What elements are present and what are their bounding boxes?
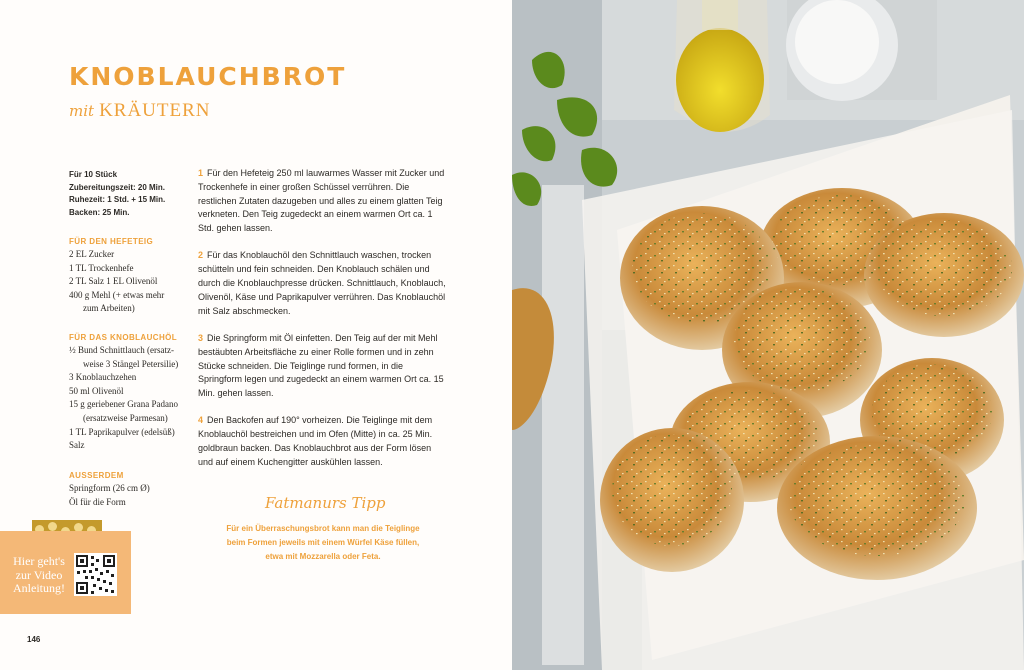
- ingredient-item: ½ Bund Schnittlauch (ersatz-: [69, 345, 174, 355]
- step-text: Für das Knoblauchöl den Schnittlauch waschen, trocken schütteln und fein schneiden. Den Knoblauch schälen und durch die Knoblauchpresse drücken. Schnittlauch, Knoblauch, Olivenöl, Käse und Paprikapulver verrühren. Das Knoblauchöl mit Salz abschmecken.: [198, 250, 446, 316]
- ingredient-item: 400 g Mehl (+ etwas mehr: [69, 289, 165, 300]
- step-text: Die Springform mit Öl einfetten. Den Teig auf der mit Mehl bestäubten Arbeitsfläche zu einer Rolle formen und in zehn Stücke schneiden. Die Teiglinge rund formen, in die Springform legen und zugedeckt an einem warmen Ort ca. 15 Min. gehen lassen.: [198, 332, 444, 399]
- ingredient-item: (ersatzweise Parmesan): [83, 412, 168, 423]
- step-number: 4: [198, 415, 204, 426]
- video-link-text: [10, 555, 68, 596]
- section-heading-knoblauchoel: FÜR DAS KNOBLAUCHÖL: [69, 333, 178, 342]
- step-text: Den Backofen auf 190° vorheizen. Die Teiglinge mit dem Knoblauchöl bestreichen und im Ofen (Mitte) in ca. 25 Min. goldbraun backen. Das Knoblauchbrot aus der Form lösen und auf einem Kuchengitter auskühlen lassen.: [198, 415, 433, 467]
- ingredient-item: 15 g geriebener Grana Padano: [69, 399, 178, 410]
- step-2: [198, 249, 448, 318]
- step-number: 2: [198, 250, 204, 261]
- step-3: [198, 332, 448, 401]
- subtitle-prefix: mit: [69, 102, 95, 120]
- ingredient-item: 1 TL Trockenhefe: [69, 262, 134, 273]
- section-heading-ausserdem: AUSSERDEM: [69, 471, 124, 480]
- ingredient-item: 2 EL Zucker: [69, 249, 115, 259]
- recipe-title: KNOBLAUCHBROT: [69, 62, 347, 91]
- tip-text: Für ein Überraschungsbrot kann man die Teiglinge beim Formen jeweils mit einem Würfel Käse füllen, etwa mit Mozzarella oder Feta.: [226, 524, 420, 561]
- ingredient-item: Springform (26 cm Ø): [69, 483, 150, 493]
- ingredient-item: 3 Knoblauchzehen: [69, 372, 137, 383]
- ingredient-list-hefeteig: [69, 248, 187, 316]
- step-number: 3: [198, 332, 204, 343]
- garlic-bread-photo: [512, 0, 1024, 670]
- video-text-line: Anleitung!: [13, 581, 65, 595]
- step-1: [198, 167, 448, 236]
- ingredient-item: 2 TL Salz 1 EL Olivenöl: [69, 276, 158, 287]
- recipe-meta: [69, 169, 165, 219]
- video-text-line: Hier geht's: [13, 554, 65, 568]
- meta-rest-time: Ruhezeit: 1 Std. + 15 Min.: [69, 195, 166, 204]
- ingredient-item: Öl für die Form: [69, 496, 126, 507]
- subtitle-main: KRÄUTERN: [99, 100, 211, 121]
- ingredient-item: weise 3 Stängel Petersilie): [83, 358, 179, 369]
- meta-bake-time: Backen: 25 Min.: [69, 207, 130, 217]
- step-4: [198, 414, 448, 469]
- ingredient-list-ausserdem: [69, 482, 187, 509]
- qr-code-icon[interactable]: [74, 553, 117, 596]
- recipe-subtitle: [69, 100, 211, 122]
- ingredient-list-knoblauchoel: [69, 344, 187, 453]
- ingredient-item: 50 ml Olivenöl: [69, 385, 124, 396]
- ingredient-item: Salz: [69, 440, 85, 451]
- step-number: 1: [198, 168, 204, 178]
- ingredient-item: zum Arbeiten): [83, 303, 135, 314]
- ingredient-item: 1 TL Paprikapulver (edelsüß): [69, 426, 175, 437]
- tip-title: Fatmanurs Tipp: [265, 494, 386, 512]
- meta-yield: Für 10 Stück: [69, 170, 118, 179]
- video-text-line: zur Video: [15, 567, 63, 582]
- section-heading-hefeteig: FÜR DEN HEFETEIG: [69, 237, 154, 246]
- meta-prep-time: Zubereitungszeit: 20 Min.: [69, 182, 166, 192]
- page-number: 146: [27, 635, 41, 644]
- instruction-steps: [198, 167, 448, 483]
- step-text: Für den Hefeteig 250 ml lauwarmes Wasser mit Zucker und Trockenhefe in einer großen Schüssel verrühren. Die restlichen Zutaten dazugeben und alles zu einem glatten Teig verkneten. Den Teig zugedeckt an einem warmen Ort ca. 1 Std. gehen lassen.: [198, 168, 445, 234]
